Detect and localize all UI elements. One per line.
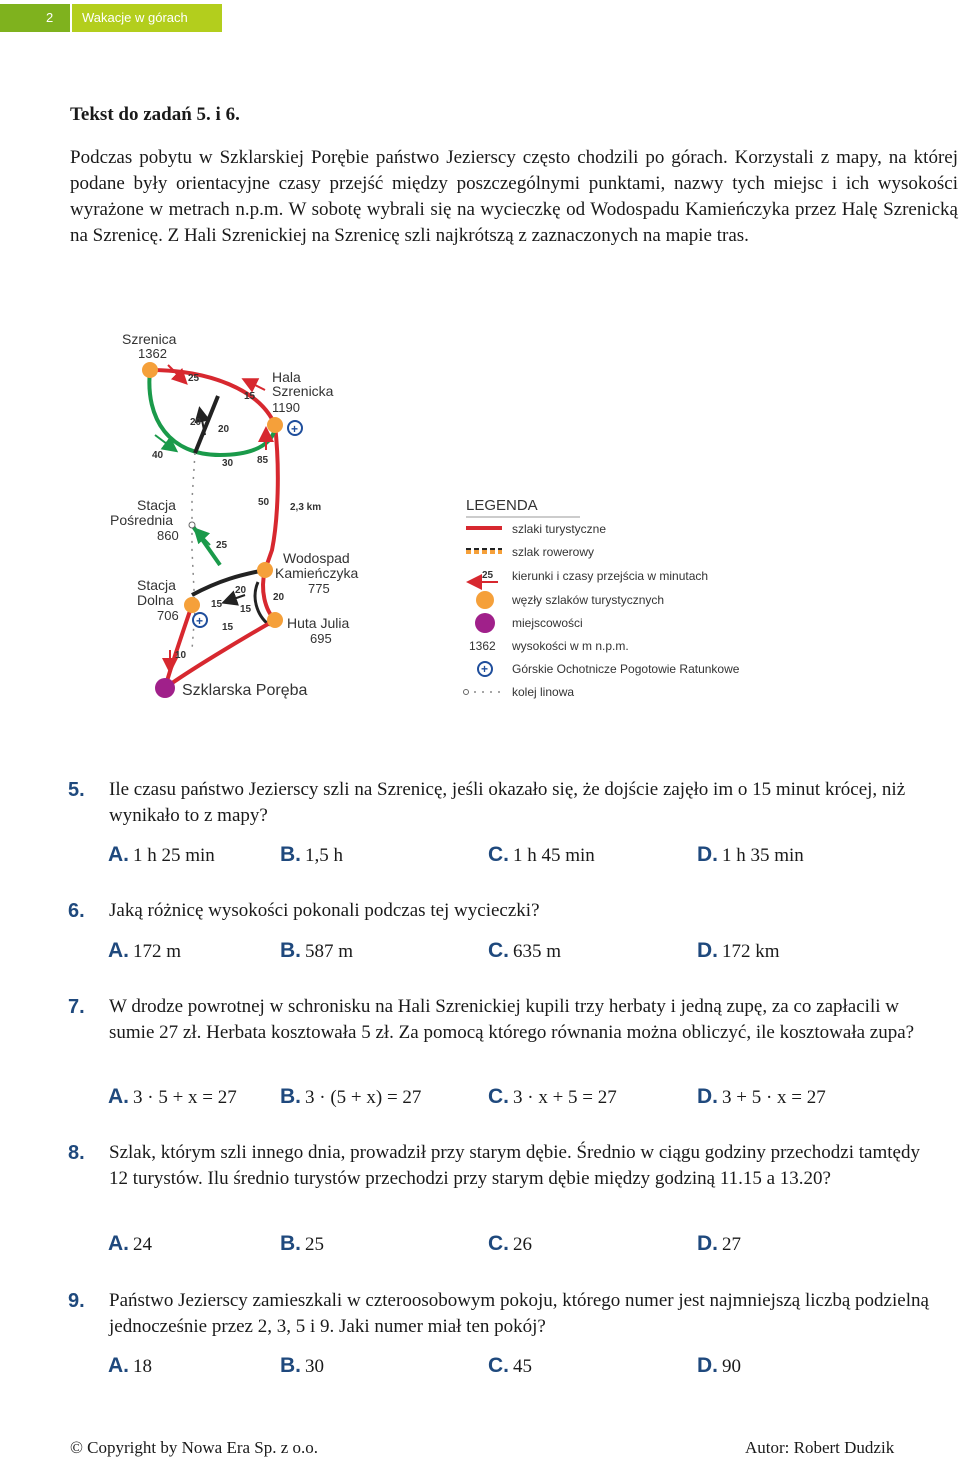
legend-title: LEGENDA bbox=[466, 497, 538, 514]
trail-to-szklarska-red bbox=[165, 605, 275, 688]
svg-text:2,3 km: 2,3 km bbox=[290, 502, 322, 513]
q7-answer-c[interactable]: C. 3 · x + 5 = 27 bbox=[488, 1085, 617, 1108]
trail-szrenica-hala-red bbox=[150, 370, 275, 425]
svg-text:kierunki i czasy przejścia w m: kierunki i czasy przejścia w minutach bbox=[512, 569, 709, 583]
svg-text:706: 706 bbox=[157, 608, 179, 623]
svg-text:20: 20 bbox=[273, 592, 285, 603]
svg-text:Wodospad: Wodospad bbox=[283, 550, 350, 566]
svg-text:20: 20 bbox=[235, 585, 247, 596]
svg-text:775: 775 bbox=[308, 581, 330, 596]
node-stacja-posrednia bbox=[189, 522, 195, 528]
q5-answer-a[interactable]: A. 1 h 25 min bbox=[108, 843, 215, 866]
svg-text:30: 30 bbox=[222, 458, 234, 469]
section-title: Wakacje w górach bbox=[82, 10, 188, 25]
node-hala bbox=[267, 417, 283, 433]
svg-text:+: + bbox=[196, 614, 204, 628]
svg-text:+: + bbox=[291, 422, 299, 436]
q9-answer-c[interactable]: C. 45 bbox=[488, 1354, 532, 1377]
svg-text:860: 860 bbox=[157, 528, 179, 543]
svg-text:Szklarska Poręba: Szklarska Poręba bbox=[182, 682, 308, 699]
q9-answer-b[interactable]: B. 30 bbox=[280, 1354, 324, 1377]
q9-answer-a[interactable]: A. 18 bbox=[108, 1354, 152, 1377]
page-number: 2 bbox=[46, 10, 54, 25]
q6-answer-a[interactable]: A. 172 m bbox=[108, 939, 182, 962]
svg-text:Stacja: Stacja bbox=[137, 497, 176, 513]
svg-text:15: 15 bbox=[240, 604, 252, 615]
q6-answer-d[interactable]: D. 172 km bbox=[697, 939, 780, 962]
footer-author: Autor: Robert Dudzik bbox=[745, 1438, 895, 1457]
q6-answer-b[interactable]: B. 587 m bbox=[280, 939, 354, 962]
svg-text:85: 85 bbox=[257, 455, 269, 466]
node-wodospad bbox=[257, 562, 273, 578]
svg-text:50: 50 bbox=[258, 497, 270, 508]
svg-text:Hala: Hala bbox=[272, 369, 301, 385]
svg-text:miejscowości: miejscowości bbox=[512, 616, 583, 630]
svg-text:1190: 1190 bbox=[272, 400, 300, 415]
footer-copyright: © Copyright by Nowa Era Sp. z o.o. bbox=[70, 1438, 319, 1457]
node-stacja-dolna bbox=[184, 597, 200, 613]
node-szklarska bbox=[155, 678, 175, 698]
q7-answer-d[interactable]: D. 3 + 5 · x = 27 bbox=[697, 1085, 826, 1108]
svg-text:1362: 1362 bbox=[469, 639, 496, 653]
svg-text:15: 15 bbox=[211, 599, 223, 610]
q5-answer-d[interactable]: D. 1 h 35 min bbox=[697, 843, 804, 866]
q8-answer-b[interactable]: B. 25 bbox=[280, 1232, 324, 1255]
svg-text:1362: 1362 bbox=[138, 346, 167, 361]
svg-text:20: 20 bbox=[190, 417, 202, 428]
node-szrenica bbox=[142, 362, 158, 378]
svg-text:węzły szlaków turystycznych: węzły szlaków turystycznych bbox=[512, 593, 665, 607]
q8-answer-a[interactable]: A. 24 bbox=[108, 1232, 152, 1255]
q9-answer-d[interactable]: D. 90 bbox=[697, 1354, 741, 1377]
svg-text:15: 15 bbox=[222, 622, 234, 633]
node-huta bbox=[267, 612, 283, 628]
svg-text:+: + bbox=[481, 662, 489, 676]
svg-text:Stacja: Stacja bbox=[137, 577, 176, 593]
svg-text:25: 25 bbox=[188, 373, 200, 384]
svg-text:40: 40 bbox=[152, 450, 164, 461]
svg-text:szlak rowerowy: szlak rowerowy bbox=[512, 545, 595, 559]
svg-text:10: 10 bbox=[175, 650, 187, 661]
section-title-box bbox=[72, 4, 222, 32]
svg-text:25: 25 bbox=[482, 570, 494, 581]
svg-text:Kamieńczyka: Kamieńczyka bbox=[275, 565, 359, 581]
q8-answer-c[interactable]: C. 26 bbox=[488, 1232, 532, 1255]
q7-answer-a[interactable]: A. 3 · 5 + x = 27 bbox=[108, 1085, 237, 1108]
svg-text:szlaki turystyczne: szlaki turystyczne bbox=[512, 522, 607, 536]
svg-text:Dolna: Dolna bbox=[137, 592, 174, 608]
q8-answer-d[interactable]: D. 27 bbox=[697, 1232, 741, 1255]
svg-text:Szrenicka: Szrenicka bbox=[272, 383, 334, 399]
page-number-box bbox=[0, 4, 70, 32]
svg-text:695: 695 bbox=[310, 631, 332, 646]
q5-answer-c[interactable]: C. 1 h 45 min bbox=[488, 843, 595, 866]
svg-text:20: 20 bbox=[218, 424, 230, 435]
svg-text:Huta Julia: Huta Julia bbox=[287, 615, 350, 631]
svg-text:15: 15 bbox=[244, 391, 256, 402]
svg-text:25: 25 bbox=[216, 540, 228, 551]
svg-text:wysokości w m n.p.m.: wysokości w m n.p.m. bbox=[512, 639, 629, 653]
label-szrenica: Szrenica bbox=[122, 331, 177, 347]
q7-answer-b[interactable]: B. 3 · (5 + x) = 27 bbox=[280, 1085, 422, 1108]
trail-map bbox=[100, 320, 780, 710]
svg-text:Pośrednia: Pośrednia bbox=[110, 512, 174, 528]
q5-answer-b[interactable]: B. 1,5 h bbox=[280, 843, 343, 866]
svg-text:kolej linowa: kolej linowa bbox=[512, 685, 575, 699]
q6-answer-c[interactable]: C. 635 m bbox=[488, 939, 562, 962]
svg-text:Górskie Ochotnicze Pogotowie R: Górskie Ochotnicze Pogotowie Ratunkowe bbox=[512, 662, 740, 676]
intro-text: Podczas pobytu w Szklarskiej Porębie państwo Jezierscy często chodzili po górach. Korzystali z mapy, na której podane były orientacyjne czasy przejść między poszczególnymi punktami, nazwy tych miejsc i ich wysokości wyrażone w metrach n.p.m. W sobotę wybrali się na wycieczkę od Wodospadu Kamieńczyka przez Halę Szrenicką na Szrenicę. Z Hali Szrenickiej na Szrenicę szli najkrótszą z zaznaczonych na mapie tras. bbox=[70, 147, 958, 246]
intro-title: Tekst do zadań 5. i 6. bbox=[70, 104, 240, 125]
